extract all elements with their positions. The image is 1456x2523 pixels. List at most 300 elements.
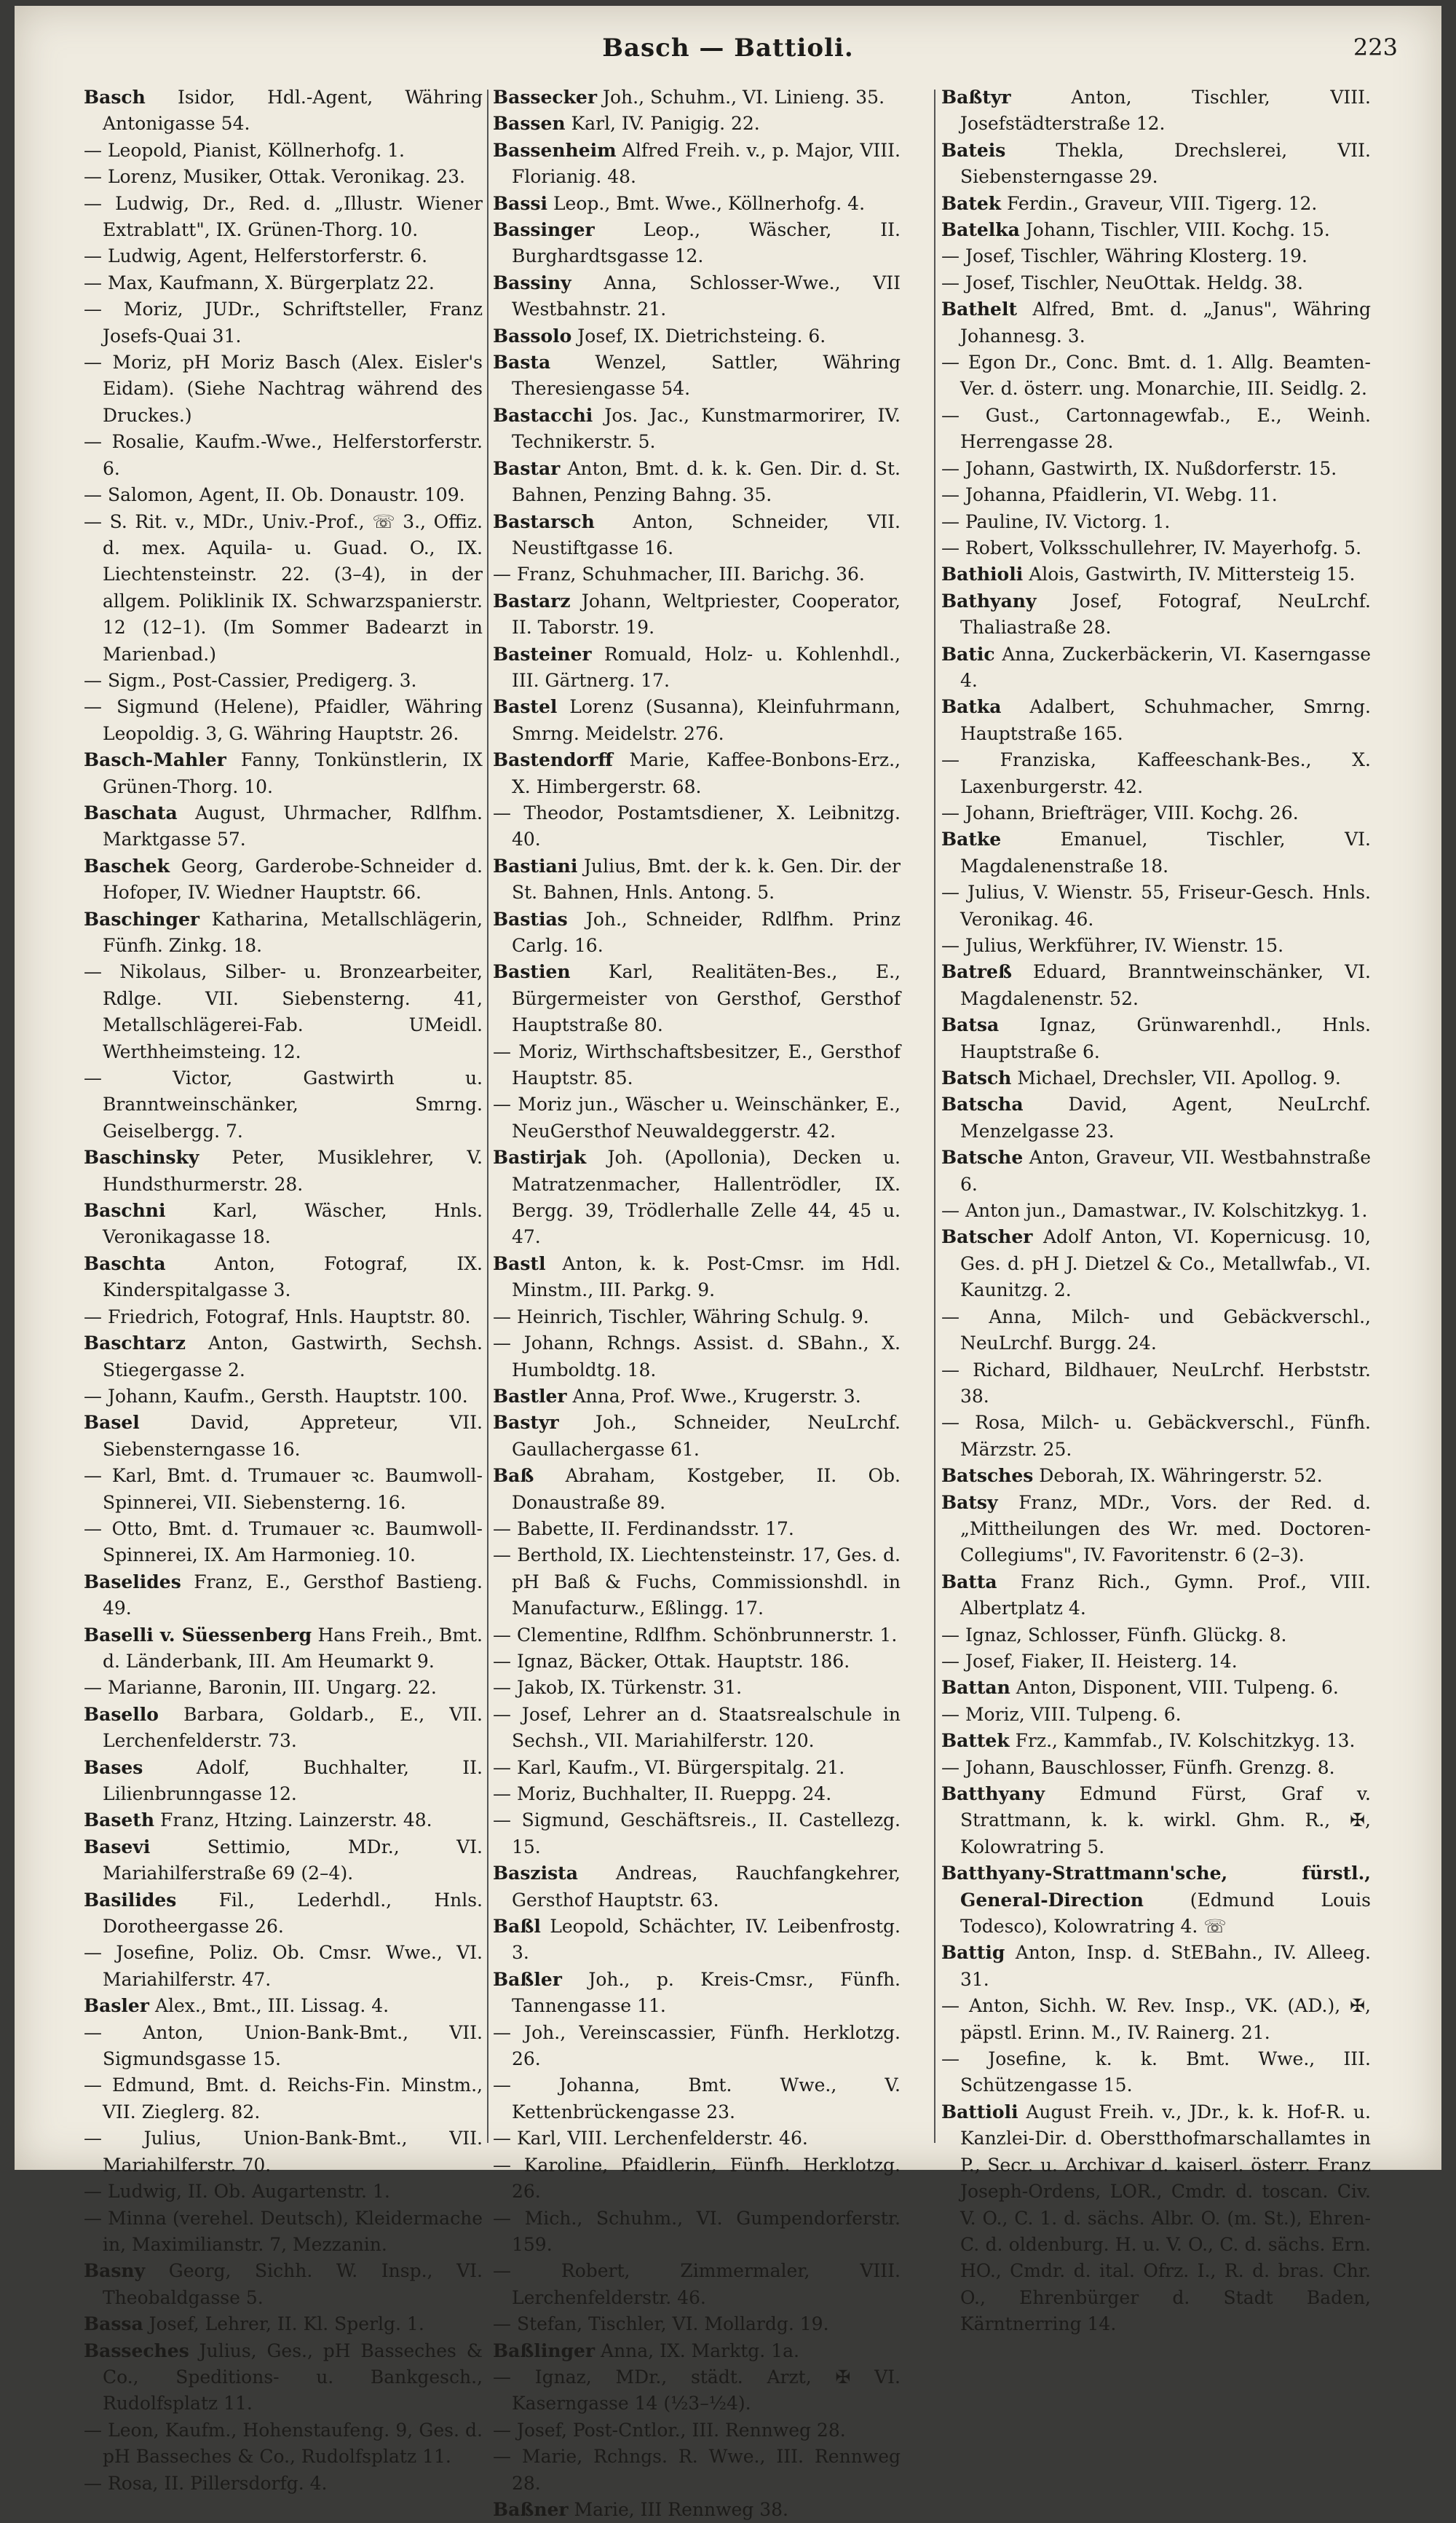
directory-entry — [84, 1887, 483, 1940]
entry-details: Thekla, Drechslerei, VII. Siebensterngasse 29. — [960, 139, 1371, 188]
entry-details: — Edmund, Bmt. d. Reichs-Fin. Minstm., VII. Zieglerg. 82. — [84, 2074, 483, 2123]
directory-entry — [84, 482, 483, 508]
page-number: 223 — [1353, 33, 1398, 61]
entry-details: Jos. Jac., Kunstmarmorirer, IV. Technikerstr. 5. — [512, 404, 901, 453]
directory-entry — [941, 138, 1371, 191]
entry-details: — Mich., Schuhm., VI. Gumpendorferstr. 159. — [493, 2207, 901, 2255]
directory-entry — [941, 482, 1371, 508]
directory-entry — [493, 2338, 901, 2364]
directory-entry — [941, 1728, 1371, 1754]
directory-entry — [84, 270, 483, 296]
entry-details: Alfred, Bmt. d. „Janus", Währing Johannesg. 3. — [960, 299, 1371, 347]
entry-surname: Bastler — [493, 1385, 567, 1407]
entry-surname: Baselides — [84, 1571, 181, 1592]
entry-surname: Baschtarz — [84, 1332, 186, 1354]
entry-surname: Battan — [941, 1677, 1010, 1699]
entry-surname: Battek — [941, 1730, 1010, 1752]
directory-entry — [84, 2311, 483, 2337]
directory-entry — [84, 800, 483, 853]
entry-details: — Joh., Vereinscassier, Fünfh. Herklotzg. 26. — [493, 2021, 901, 2070]
entry-surname: Baschata — [84, 802, 178, 824]
directory-entry — [84, 2206, 483, 2259]
entry-details: Andreas, Rauchfangkehrer, Gersthof Hauptstr. 63. — [512, 1863, 901, 1911]
entry-surname: Bassinger — [493, 219, 595, 241]
entry-details: August Freih. v., JDr., k. k. Hof-R. u. Kanzlei-Dir. d. Oberstthofmarschallamtes in P., Secr. u. Archivar d. kaiserl. österr. Franz Joseph-Ordens, LOR., Cmdr. d. toscan. Civ. V. O., C. 1. d. sächs. Albr. O. (m. St.), Ehren-C. d. oldenburg. H. u. V. O., C. d. sächs. Ern. HO., Cmdr. d. ital. Ofrz. I., R. d. bras. Chr. O., Ehrenbürger d. Stadt Baden, Kärntnerring 14. — [960, 2101, 1371, 2335]
directory-entry — [941, 217, 1371, 243]
entry-details: Johann, Tischler, VIII. Kochg. 15. — [1025, 219, 1330, 241]
entry-details: — Karl, VIII. Lerchenfelderstr. 46. — [493, 2128, 808, 2149]
directory-entry — [493, 1463, 901, 1516]
directory-entry — [84, 2338, 483, 2417]
entry-details: — Ludwig, Agent, Helferstorferstr. 6. — [84, 245, 428, 267]
directory-entry — [941, 84, 1371, 138]
entry-details: — Sigmund, Geschäftsreis., II. Castellezg. 15. — [493, 1809, 901, 1857]
directory-entry — [941, 350, 1371, 403]
entry-surname: Batscha — [941, 1094, 1024, 1116]
entry-surname: Batsy — [941, 1491, 998, 1513]
entry-surname: Basch — [84, 87, 146, 108]
entry-surname: Basilides — [84, 1889, 177, 1911]
entry-details: — Johanna, Pfaidlerin, VI. Webg. 11. — [941, 484, 1278, 506]
entry-details: Marie, III Rennweg 38. — [574, 2498, 788, 2520]
entry-details: — Lorenz, Musiker, Ottak. Veronikag. 23. — [84, 166, 465, 188]
directory-entry — [941, 1463, 1371, 1489]
entry-details: — Karl, Bmt. d. Trumauer ꝛc. Baumwoll-Spinnerei, VII. Siebensterng. 16. — [84, 1465, 483, 1513]
directory-entry — [84, 350, 483, 429]
directory-entry — [84, 296, 483, 350]
entry-surname: Bastar — [493, 457, 561, 479]
directory-entry — [493, 2364, 901, 2417]
directory-entry — [941, 1304, 1371, 1357]
directory-entry — [493, 350, 901, 403]
directory-entry — [941, 1091, 1371, 1145]
entry-details: Anna, Prof. Wwe., Krugerstr. 3. — [572, 1385, 861, 1407]
entry-details: — S. Rit. v., MDr., Univ.-Prof., ☏ 3., Offiz. d. mex. Aquila- u. Guad. O., IX. Liechtensteinstr. 22. (3–4), in der allgem. Poliklinik IX. Schwarzspanierstr. 12 (12–1). (Im Sommer Badearzt in Marienbad.) — [84, 510, 483, 665]
directory-entry — [84, 2072, 483, 2125]
entry-surname: Baschta — [84, 1252, 166, 1274]
directory-entry — [493, 853, 901, 907]
directory-entry — [84, 2179, 483, 2205]
directory-entry — [493, 1967, 901, 2020]
entry-details: — Josef, Tischler, Währing Klosterg. 19. — [941, 245, 1307, 267]
directory-entry — [493, 456, 901, 509]
directory-entry — [493, 641, 901, 695]
entry-details: Joh. (Apollonia), Decken u. Matratzenmacher, Hallentrödler, IX. Bergg. 39, Trödlerhalle Zelle 44, 45 u. 47. — [512, 1147, 901, 1248]
entry-details: Isidor, Hdl.-Agent, Währing Antonigasse 54. — [103, 87, 483, 135]
directory-entry — [84, 1410, 483, 1463]
entry-details: Joh., Schneider, NeuLrchf. Gaullachergasse 61. — [512, 1412, 901, 1460]
entry-details: — Robert, Volksschullehrer, IV. Mayerhofg. 5. — [941, 537, 1362, 558]
entry-details: Adalbert, Schuhmacher, Smrng. Hauptstraße 165. — [960, 696, 1371, 744]
directory-entry — [84, 2471, 483, 2497]
entry-surname: Bastiani — [493, 855, 578, 877]
directory-entry — [84, 84, 483, 138]
directory-entry — [493, 2072, 901, 2125]
directory-entry — [84, 1675, 483, 1701]
entry-details: — Richard, Bildhauer, NeuLrchf. Herbststr. 38. — [941, 1359, 1371, 1407]
entry-details: — Johann, Rchngs. Assist. d. SBahn., X. Humboldtg. 18. — [493, 1332, 901, 1381]
entry-surname: Bassecker — [493, 87, 598, 108]
entry-details: — Josef, Lehrer an d. Staatsrealschule in Sechsh., VII. Mariahilferstr. 120. — [493, 1703, 901, 1752]
directory-entry — [941, 1940, 1371, 1993]
entry-details: Eduard, Branntweinschänker, VI. Magdalenenstr. 52. — [960, 961, 1371, 1009]
directory-entry — [941, 1410, 1371, 1463]
directory-entry — [941, 1860, 1371, 1940]
entry-surname: Batka — [941, 696, 1002, 718]
entry-details: — Pauline, IV. Victorg. 1. — [941, 510, 1171, 532]
directory-entry — [493, 959, 901, 1038]
entry-details: Joh., p. Kreis-Cmsr., Fünfh. Tannengasse 11. — [512, 1968, 901, 2017]
entry-details: — Leopold, Pianist, Köllnerhofg. 1. — [84, 139, 405, 161]
directory-entry — [941, 1569, 1371, 1622]
directory-entry — [84, 1940, 483, 1993]
entry-surname: Basevi — [84, 1836, 151, 1857]
entry-surname: Battioli — [941, 2101, 1018, 2123]
entry-details: Michael, Drechsler, VII. Apollog. 9. — [1017, 1067, 1341, 1089]
directory-entry — [84, 2417, 483, 2471]
entry-details: Karl, IV. Panigig. 22. — [571, 113, 760, 135]
directory-entry — [941, 800, 1371, 826]
directory-entry — [84, 2258, 483, 2311]
column-2 — [493, 84, 901, 2523]
entry-surname: Bastl — [493, 1252, 546, 1274]
entry-surname: Bassa — [84, 2313, 143, 2335]
entry-details: Anton, Insp. d. StEBahn., IV. Alleeg. 31. — [960, 1942, 1371, 1990]
directory-entry — [941, 1012, 1371, 1065]
entry-details: Anton, k. k. Post-Cmsr. im Hdl. Minstm., III. Parkg. 9. — [512, 1252, 901, 1301]
entry-details: (Edmund Louis Todesco), Kolowratring 4. ☏ — [960, 1889, 1371, 1938]
entry-details: — Gust., Cartonnagewfab., E., Weinh. Herrengasse 28. — [941, 404, 1371, 453]
directory-entry — [941, 641, 1371, 695]
directory-entry — [84, 243, 483, 269]
directory-entry — [493, 403, 901, 456]
entry-details: — Minna (verehel. Deutsch), Kleidermache in, Maximilianstr. 7, Mezzanin. — [84, 2207, 483, 2255]
directory-entry — [941, 694, 1371, 747]
entry-details: Adolf, Buchhalter, II. Lilienbrunngasse 12. — [103, 1756, 483, 1804]
entry-surname: Bassolo — [493, 325, 572, 347]
entry-details: Anton, Bmt. d. k. k. Gen. Dir. d. St. Bahnen, Penzing Bahng. 35. — [512, 457, 901, 506]
directory-entry — [941, 1490, 1371, 1569]
directory-entry — [84, 1145, 483, 1198]
entry-details: — Moriz, VIII. Tulpeng. 6. — [941, 1703, 1182, 1725]
entry-details: Joh., Schneider, Rdlfhm. Prinz Carlg. 16. — [512, 908, 901, 956]
directory-entry — [84, 509, 483, 668]
entry-details: Deborah, IX. Währingerstr. 52. — [1039, 1465, 1323, 1487]
entry-details: Josef, IX. Dietrichsteing. 6. — [577, 325, 826, 347]
entry-details: — Anna, Milch- und Gebäckverschl., NeuLrchf. Burgg. 24. — [941, 1306, 1371, 1354]
entry-surname: Bathelt — [941, 299, 1018, 320]
directory-entry — [941, 1357, 1371, 1410]
entry-surname: Batelka — [941, 219, 1020, 241]
directory-entry — [941, 509, 1371, 535]
entry-details: — Otto, Bmt. d. Trumauer ꝛc. Baumwoll-Spinnerei, IX. Am Harmonieg. 10. — [84, 1517, 483, 1566]
directory-entry — [493, 1755, 901, 1781]
entry-details: Alois, Gastwirth, IV. Mittersteig 15. — [1029, 564, 1356, 585]
directory-entry — [493, 191, 901, 217]
entry-surname: Baß — [493, 1465, 534, 1487]
entry-surname: Batsch — [941, 1067, 1012, 1089]
entry-surname: Batic — [941, 643, 995, 665]
entry-details: Fil., Lederhdl., Hnls. Dorotheergasse 26. — [103, 1889, 483, 1938]
entry-details: — Johanna, Bmt. Wwe., V. Kettenbrückengasse 23. — [493, 2074, 901, 2123]
entry-details: Joh., Schuhm., VI. Linieng. 35. — [602, 87, 885, 108]
directory-entry — [493, 1649, 901, 1675]
entry-details: Leop., Wäscher, II. Burghardtsgasse 12. — [512, 219, 901, 267]
entry-surname: Baselli v. Süessenberg — [84, 1624, 312, 1646]
entry-details: Marie, Kaffee-Bonbons-Erz., X. Himbergerstr. 68. — [512, 749, 901, 797]
entry-details: Peter, Musiklehrer, V. Hundsthurmerstr. 28. — [103, 1147, 483, 1195]
entry-details: — Julius, Union-Bank-Bmt., VII. Mariahilferstr. 70. — [84, 2128, 483, 2176]
directory-entry — [493, 1145, 901, 1251]
entry-details: — Leon, Kaufm., Hohenstaufeng. 9, Ges. d. pH Basseches & Co., Rudolfsplatz 11. — [84, 2419, 483, 2468]
entry-details: — Stefan, Tischler, VI. Mollardg. 19. — [493, 2313, 829, 2335]
entry-details: — Marie, Rchngs. R. Wwe., III. Rennweg 28. — [493, 2446, 901, 2494]
entry-details: — Friedrich, Fotograf, Hnls. Hauptstr. 80. — [84, 1306, 471, 1327]
entry-details: Karl, Wäscher, Hnls. Veronikagasse 18. — [103, 1200, 483, 1248]
directory-entry — [84, 429, 483, 482]
entry-details: — Josefine, k. k. Bmt. Wwe., III. Schützengasse 15. — [941, 2048, 1371, 2096]
directory-entry — [493, 2152, 901, 2206]
entry-surname: Bastien — [493, 961, 571, 983]
directory-entry — [84, 907, 483, 960]
entry-details: Hans Freih., Bmt. d. Länderbank, III. Am Heumarkt 9. — [103, 1624, 483, 1672]
directory-entry — [493, 800, 901, 853]
directory-entry — [941, 1993, 1371, 2046]
entry-details: — Anton jun., Damastwar., IV. Kolschitzkyg. 1. — [941, 1200, 1368, 1222]
entry-details: Anton, Fotograf, IX. Kinderspitalgasse 3. — [103, 1252, 483, 1301]
entry-details: Katharina, Metallschlägerin, Fünfh. Zinkg. 18. — [103, 908, 483, 956]
entry-details: — Ignaz, MDr., städt. Arzt, ✠ VI. Kaserngasse 14 (½3–½4). — [493, 2366, 901, 2415]
entry-details: Josef, Lehrer, II. Kl. Sperlg. 1. — [149, 2313, 424, 2335]
directory-entry — [941, 1198, 1371, 1224]
directory-entry — [941, 1145, 1371, 1198]
directory-entry — [493, 270, 901, 323]
entry-details: Abraham, Kostgeber, II. Ob. Donaustraße 89. — [512, 1465, 901, 1513]
entry-details: — Johann, Kaufm., Gersth. Hauptstr. 100. — [84, 1385, 468, 1407]
entry-details: — Josef, Post-Cntlor., III. Rennweg 28. — [493, 2419, 846, 2441]
directory-entry — [493, 747, 901, 800]
entry-details: — Berthold, IX. Liechtensteinstr. 17, Ges. d. pH Baß & Fuchs, Commissionshdl. in Manufacturw., Eßlingg. 17. — [493, 1544, 901, 1619]
directory-entry — [84, 1702, 483, 1755]
directory-entry — [493, 694, 901, 747]
entry-surname: Baschinger — [84, 908, 200, 930]
directory-entry — [493, 138, 901, 191]
entry-details: Adolf Anton, VI. Kopernicusg. 10, Ges. d. pH J. Dietzel & Co., Metallwfab., VI. Kaunitzg. 2. — [960, 1226, 1371, 1301]
page-title: Basch — Battioli. — [602, 33, 854, 63]
directory-entry — [493, 1781, 901, 1807]
directory-entry — [84, 1198, 483, 1251]
entry-details: Wenzel, Sattler, Währing Theresiengasse 54. — [512, 352, 901, 400]
column-1 — [84, 84, 483, 2497]
directory-entry — [84, 1330, 483, 1383]
entry-details: — Moriz, Wirthschaftsbesitzer, E., Gersthof Hauptstr. 85. — [493, 1041, 901, 1089]
entry-surname: Batreß — [941, 961, 1012, 983]
directory-entry — [84, 853, 483, 907]
directory-entry — [493, 2497, 901, 2523]
directory-entry — [941, 296, 1371, 350]
entry-surname: Bassenheim — [493, 139, 617, 161]
entry-details: David, Appreteur, VII. Siebensterngasse 16. — [103, 1412, 483, 1460]
column-divider — [934, 90, 935, 2143]
entry-details: Anna, Zuckerbäckerin, VI. Kaserngasse 4. — [960, 643, 1371, 691]
entry-surname: Baßlinger — [493, 2340, 596, 2361]
directory-entry — [84, 1304, 483, 1330]
directory-entry — [493, 1383, 901, 1410]
entry-surname: Basler — [84, 1995, 149, 2017]
entry-details: — Theodor, Postamtsdiener, X. Leibnitzg. 40. — [493, 802, 901, 850]
entry-surname: Batthyany — [941, 1783, 1045, 1804]
directory-entry — [941, 1702, 1371, 1728]
directory-entry — [84, 1622, 483, 1675]
entry-surname: Baßl — [493, 1916, 541, 1938]
directory-entry — [84, 1807, 483, 1833]
directory-entry — [493, 323, 901, 350]
entry-surname: Basny — [84, 2260, 146, 2282]
entry-details: Julius, Ges., pH Basseches & Co., Speditions- u. Bankgesch., Rudolfsplatz 11. — [103, 2340, 483, 2415]
entry-surname: Bastyr — [493, 1412, 559, 1434]
entry-surname: Basteiner — [493, 643, 592, 665]
directory-entry — [493, 509, 901, 562]
directory-entry — [941, 535, 1371, 561]
entry-details: — Heinrich, Tischler, Währing Schulg. 9. — [493, 1306, 869, 1327]
entry-surname: Batscher — [941, 1226, 1033, 1248]
entry-details: Fanny, Tonkünstlerin, IX Grünen-Thorg. 10. — [103, 749, 483, 797]
entry-details: — Ignaz, Bäcker, Ottak. Hauptstr. 186. — [493, 1650, 850, 1672]
entry-details: — Franziska, Kaffeeschank-Bes., X. Laxenburgerstr. 42. — [941, 749, 1371, 797]
entry-surname: Baschni — [84, 1200, 166, 1222]
entry-details: Karl, Realitäten-Bes., E., Bürgermeister von Gersthof, Gersthof Hauptstraße 80. — [512, 961, 901, 1036]
directory-entry — [493, 2311, 901, 2337]
entry-surname: Basel — [84, 1412, 140, 1434]
entry-surname: Batsa — [941, 1014, 1000, 1036]
entry-details: Anton, Graveur, VII. Westbahnstraße 6. — [960, 1147, 1371, 1195]
entry-details: — Moriz, Buchhalter, II. Rueppg. 24. — [493, 1783, 832, 1804]
entry-surname: Baseth — [84, 1809, 155, 1831]
entry-details: Anton, Gastwirth, Sechsh. Stiegergasse 2. — [103, 1332, 483, 1381]
entry-details: — Babette, II. Ferdinandsstr. 17. — [493, 1517, 794, 1539]
entry-details: — Johann, Briefträger, VIII. Kochg. 26. — [941, 802, 1299, 824]
directory-entry — [493, 561, 901, 588]
directory-entry — [84, 1834, 483, 1887]
directory-entry — [941, 1675, 1371, 1701]
entry-details: — Rosa, II. Pillersdorfg. 4. — [84, 2472, 328, 2494]
entry-details: Franz, MDr., Vors. der Red. d. „Mittheilungen des Wr. med. Doctoren-Collegiums", IV. Favoritenstr. 6 (2–3). — [960, 1491, 1371, 1566]
directory-entry — [84, 2125, 483, 2179]
directory-entry — [493, 1091, 901, 1145]
directory-entry — [941, 880, 1371, 933]
entry-details: David, Agent, NeuLrchf. Menzelgasse 23. — [960, 1094, 1372, 1142]
directory-entry — [493, 1251, 901, 1304]
directory-entry — [84, 1755, 483, 1808]
entry-details: — Clementine, Rdlfhm. Schönbrunnerstr. 1. — [493, 1624, 898, 1646]
entry-surname: Baßler — [493, 1968, 562, 1990]
directory-entry — [941, 270, 1371, 296]
directory-entry — [941, 243, 1371, 269]
directory-entry — [493, 217, 901, 270]
entry-surname: Bastacchi — [493, 404, 593, 426]
entry-details: August, Uhrmacher, Rdlfhm. Marktgasse 57. — [103, 802, 483, 850]
entry-surname: Batthyany-Strattmann'sche, fürstl., General-Direction — [941, 1863, 1371, 1911]
entry-details: — Moriz, pH Moriz Basch (Alex. Eisler's Eidam). (Siehe Nachtrag während des Druckes.) — [84, 352, 483, 426]
entry-surname: Bateis — [941, 139, 1006, 161]
directory-entry — [941, 588, 1371, 641]
directory-entry — [493, 111, 901, 137]
entry-details: — Ludwig, II. Ob. Augartenstr. 1. — [84, 2181, 390, 2203]
entry-details: — Victor, Gastwirth u. Branntweinschänker, Smrng. Geiselbergg. 7. — [84, 1067, 483, 1142]
entry-surname: Bassiny — [493, 272, 571, 293]
entry-surname: Baßtyr — [941, 87, 1011, 108]
directory-entry — [493, 2258, 901, 2311]
directory-entry — [84, 1993, 483, 2019]
entry-details: Settimio, MDr., VI. Mariahilferstraße 69 (2–4). — [103, 1836, 483, 1884]
directory-entry — [84, 694, 483, 747]
directory-entry — [941, 456, 1371, 482]
entry-details: Anton, Tischler, VIII. Josefstädterstraße 12. — [960, 87, 1371, 135]
entry-details: — Moriz jun., Wäscher u. Weinschänker, E., NeuGersthof Neuwaldeggerstr. 42. — [493, 1094, 901, 1142]
directory-entry — [941, 959, 1371, 1012]
entry-details: — Johann, Bauschlosser, Fünfh. Grenzg. 8. — [941, 1756, 1335, 1778]
entry-details: — Nikolaus, Silber- u. Bronzearbeiter, Rdlge. VII. Siebensterng. 41, Metallschlägerei-Fab. UMeidl. Werthheimsteing. 12. — [84, 961, 483, 1062]
entry-details: — Ignaz, Schlosser, Fünfh. Glückg. 8. — [941, 1624, 1287, 1646]
entry-details: — Rosalie, Kaufm.-Wwe., Helferstorferstr. 6. — [84, 431, 483, 479]
entry-details: — Karl, Kaufm., VI. Bürgerspitalg. 21. — [493, 1756, 845, 1778]
entry-details: Johann, Weltpriester, Cooperator, II. Taborstr. 19. — [512, 590, 901, 639]
entry-surname: Bases — [84, 1756, 143, 1778]
entry-surname: Bastias — [493, 908, 568, 930]
entry-details: Franz, Htzing. Lainzerstr. 48. — [160, 1809, 432, 1831]
directory-entry — [941, 747, 1371, 800]
entry-surname: Bastirjak — [493, 1147, 587, 1169]
entry-details: — Salomon, Agent, II. Ob. Donaustr. 109. — [84, 484, 465, 506]
directory-entry — [941, 933, 1371, 959]
directory-entry — [941, 1649, 1371, 1675]
entry-details: Leopold, Schächter, IV. Leibenfrostg. 3. — [512, 1916, 901, 1964]
directory-entry — [941, 403, 1371, 456]
directory-entry — [493, 588, 901, 641]
directory-entry — [84, 959, 483, 1065]
directory-entry — [941, 826, 1371, 880]
directory-entry — [84, 1569, 483, 1622]
directory-entry — [493, 1675, 901, 1701]
entry-details: Anton, Disponent, VIII. Tulpeng. 6. — [1016, 1677, 1339, 1699]
entry-surname: Baßner — [493, 2498, 569, 2520]
entry-details: Anna, IX. Marktg. 1a. — [601, 2340, 799, 2361]
directory-entry — [941, 1781, 1371, 1860]
directory-entry — [84, 1065, 483, 1145]
entry-surname: Basch-Mahler — [84, 749, 226, 771]
entry-surname: Baschinsky — [84, 1147, 199, 1169]
entry-surname: Bastarz — [493, 590, 571, 612]
directory-entry — [493, 1516, 901, 1542]
entry-details: Josef, Fotograf, NeuLrchf. Thaliastraße 28. — [960, 590, 1371, 639]
directory-entry — [493, 1914, 901, 1967]
entry-surname: Batek — [941, 192, 1002, 214]
entry-surname: Batsches — [941, 1465, 1034, 1487]
entry-surname: Bastel — [493, 696, 558, 718]
column-divider — [487, 90, 488, 2143]
directory-entry — [941, 561, 1371, 588]
entry-details: — Anton, Union-Bank-Bmt., VII. Sigmundsgasse 15. — [84, 2021, 483, 2070]
entry-surname: Baschek — [84, 855, 170, 877]
entry-details: Georg, Garderobe-Schneider d. Hofoper, IV. Wiedner Hauptstr. 66. — [103, 855, 483, 904]
entry-details: — Franz, Schuhmacher, III. Barichg. 36. — [493, 564, 865, 585]
entry-details: Romuald, Holz- u. Kohlenhdl., III. Gärtnerg. 17. — [512, 643, 901, 691]
entry-details: — Josef, Tischler, NeuOttak. Heldg. 38. — [941, 272, 1303, 293]
entry-details: Alfred Freih. v., p. Major, VIII. Florianig. 48. — [512, 139, 901, 188]
directory-entry — [493, 1304, 901, 1330]
directory-entry — [84, 1463, 483, 1516]
directory-entry — [941, 2046, 1371, 2099]
